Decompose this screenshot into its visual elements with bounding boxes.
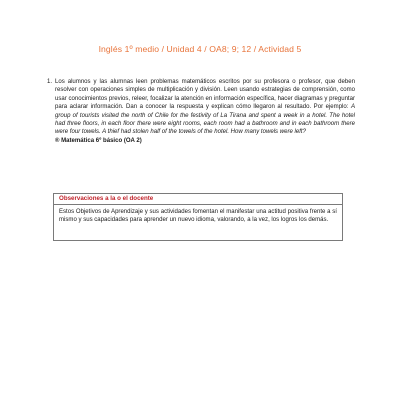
activity-intro-text: Los alumnos y las alumnas leen problemas matemáticos escritos por su profesora o profesor, que deben resolver con operaciones simples de multiplicación y división. Leen usando estrategias de comprensión, como usar conocimientos previos, releer, focalizar la atención en información específica, hacer diagramas y preguntar para aclarar información. Dan a conocer la respuesta y explican cómo llegaron al resultado. Por ejemplo: (55, 79, 355, 111)
activity-number: 1. (47, 79, 53, 85)
curriculum-reference-label: Matemática 6º básico (OA 2) (61, 137, 142, 144)
registered-icon: ® (55, 137, 62, 144)
activity-example-text: A group of tourists visited the north of Chile for the festivity of La Tirana and spent a week in a hotel. The hotel had three floors, in each floor there were eight rooms, each room had a bathroom and in each bathroom there were four towels. A thief had stolen half of the towels of the hotel. How many towels were left? (55, 104, 355, 136)
observations-box (53, 193, 343, 241)
observations-header: Observaciones a la o el docente (54, 194, 342, 205)
activity-item (47, 78, 355, 145)
observations-text: Estos Objetivos de Aprendizaje y sus actividades fomentan el manifestar una actitud positiva frente a sí mismo y sus capacidades para aprender un nuevo idioma, valorando, a la vez, los logros los demás. (59, 209, 337, 224)
page-title: Inglés 1º medio / Unidad 4 / OA8; 9; 12 / Actividad 5 (98, 44, 302, 54)
curriculum-reference (55, 137, 355, 145)
activity-body (55, 78, 355, 137)
